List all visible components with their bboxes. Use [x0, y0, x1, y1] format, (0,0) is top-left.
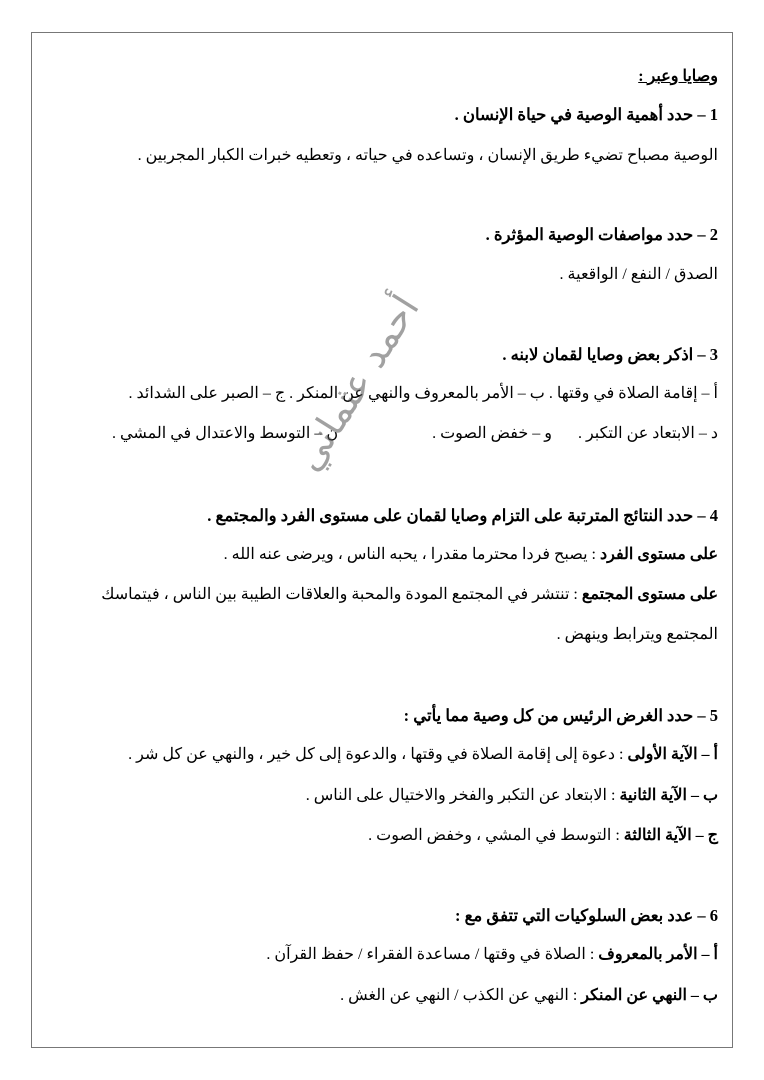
question-5-heading: 5 – حدد الغرض الرئيس من كل وصية مما يأتي : — [403, 706, 718, 725]
question-3-line-2 — [112, 423, 718, 445]
question-5-a — [128, 744, 718, 766]
question-3-line-1: أ – إقامة الصلاة في وقتها . ب – الأمر بالمعروف والنهي عن المنكر . ج – الصبر على الشدائد . — [128, 385, 718, 402]
question-4-society — [101, 584, 718, 606]
advice-n: ن – التوسط والاعتدال في المشي . — [112, 425, 339, 442]
page-border — [31, 32, 733, 1048]
page-title: وصايا وعبر : — [638, 68, 718, 85]
forbidding-evil-label: ب – النهي عن المنكر — [581, 987, 718, 1004]
verse-1-text: : دعوة إلى إقامة الصلاة في وقتها ، والدعوة إلى كل خير ، والنهي عن كل شر . — [128, 746, 628, 763]
question-4-individual — [224, 544, 718, 566]
society-text: : تنتشر في المجتمع المودة والمحبة والعلاقات الطيبة بين الناس ، فيتماسك — [101, 586, 582, 603]
question-1-answer: الوصية مصباح تضيء طريق الإنسان ، وتساعده في حياته ، وتعطيه خبرات الكبار المجربين . — [137, 147, 718, 164]
advice-d: د – الابتعاد عن التكبر . — [577, 425, 718, 442]
question-5-c — [368, 825, 718, 847]
question-6-heading: 6 – عدد بعض السلوكيات التي تتفق مع : — [455, 906, 718, 925]
question-1-heading: 1 – حدد أهمية الوصية في حياة الإنسان . — [454, 105, 718, 124]
question-4-heading: 4 – حدد النتائج المترتبة على التزام وصايا لقمان على مستوى الفرد والمجتمع . — [207, 506, 718, 525]
author-watermark: أحمد عثماني — [285, 287, 428, 479]
advice-w: و – خفض الصوت . — [432, 425, 552, 442]
individual-label: على مستوى الفرد — [599, 546, 718, 563]
question-2-heading: 2 – حدد مواصفات الوصية المؤثرة . — [485, 225, 718, 244]
forbidding-evil-text: : النهي عن الكذب / النهي عن الغش . — [340, 987, 582, 1004]
question-2-answer: الصدق / النفع / الواقعية . — [559, 266, 718, 283]
verse-2-label: ب – الآية الثانية — [619, 787, 718, 804]
question-5-b — [306, 785, 718, 807]
enjoining-good-text: : الصلاة في وقتها / مساعدة الفقراء / حفظ القرآن . — [266, 946, 599, 963]
verse-1-label: أ – الآية الأولى — [627, 746, 718, 763]
society-label: على مستوى المجتمع — [581, 586, 718, 603]
enjoining-good-label: أ – الأمر بالمعروف — [598, 946, 718, 963]
verse-3-text: : التوسط في المشي ، وخفض الصوت . — [368, 827, 624, 844]
verse-2-text: : الابتعاد عن التكبر والفخر والاختيال على الناس . — [305, 787, 620, 804]
verse-3-label: ج – الآية الثالثة — [623, 827, 718, 844]
question-6-b — [340, 985, 718, 1007]
question-4-society-continued: المجتمع ويترابط وينهض . — [556, 626, 718, 643]
individual-text: : يصبح فردا محترما مقدرا ، يحبه الناس ، ويرضى عنه الله . — [223, 546, 600, 563]
question-6-a — [266, 944, 718, 966]
question-3-heading: 3 – اذكر بعض وصايا لقمان لابنه . — [502, 345, 718, 364]
